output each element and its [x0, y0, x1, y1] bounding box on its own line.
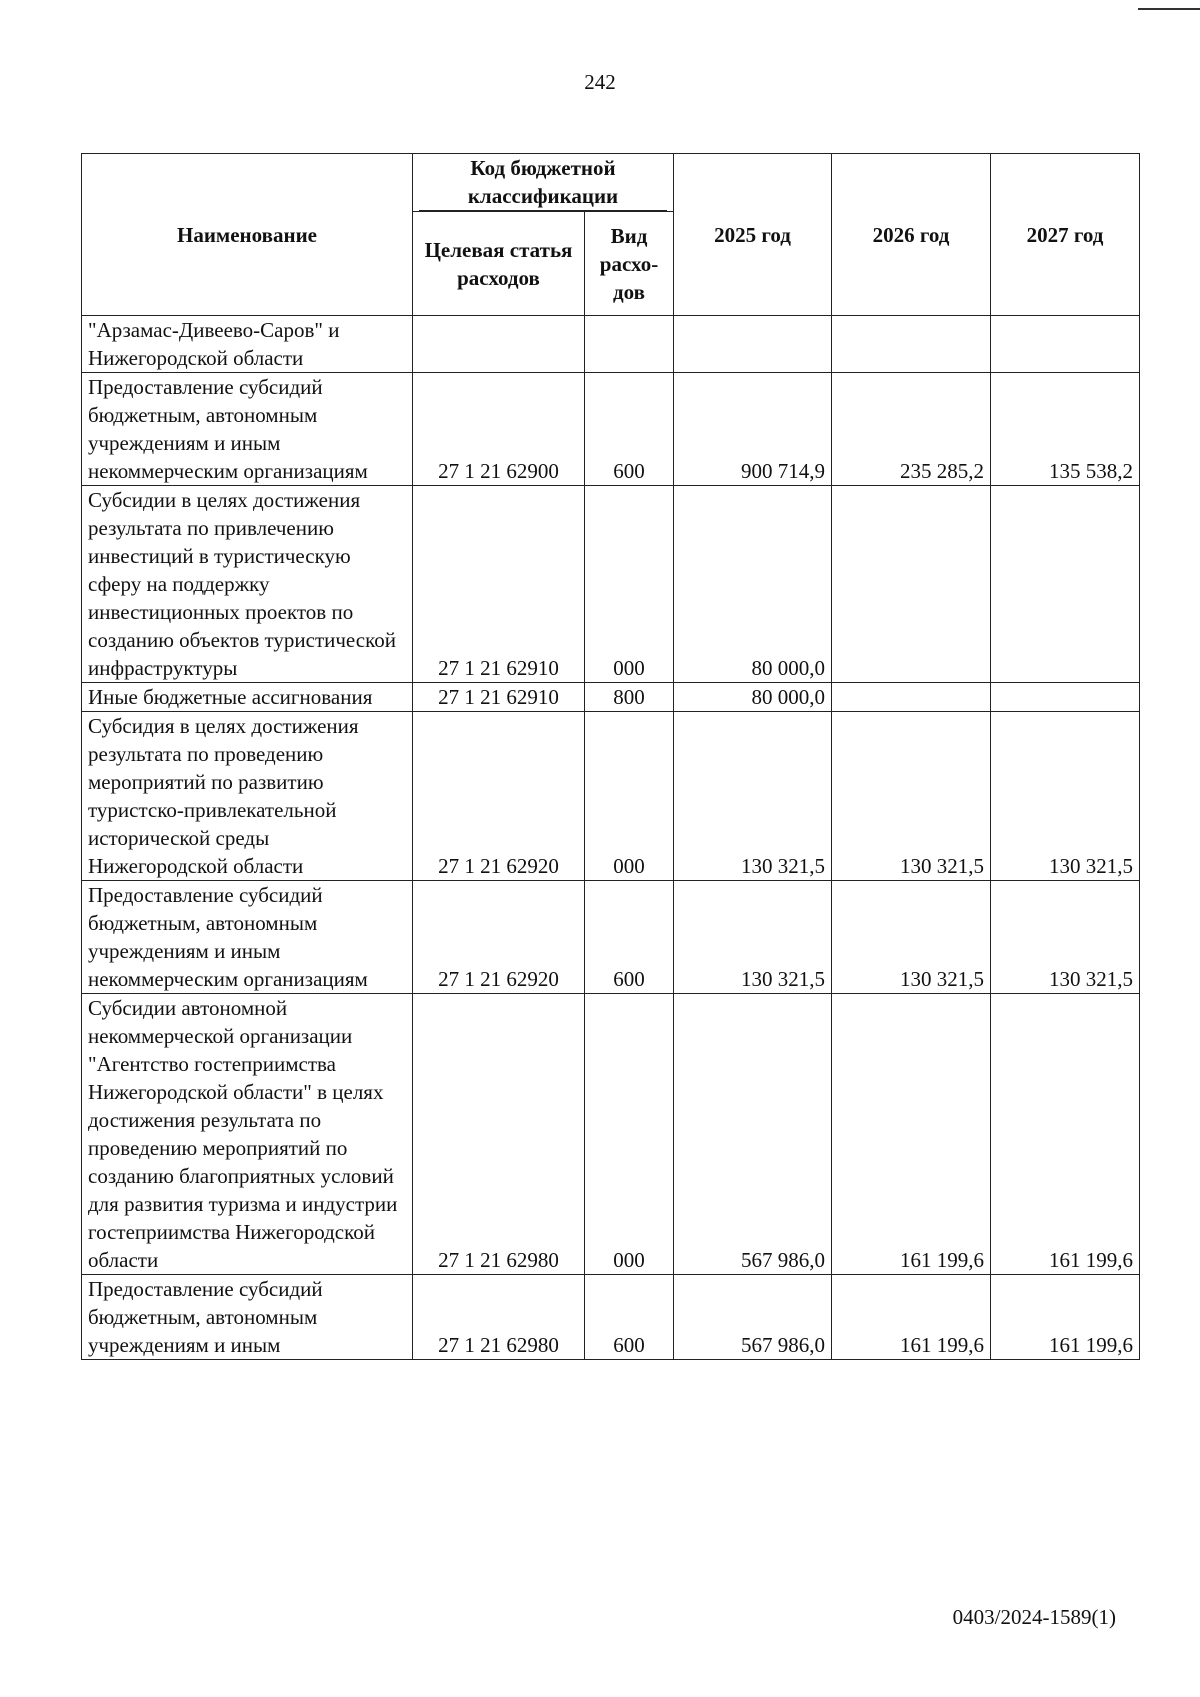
header-expense-type: Вид расхо-дов [585, 212, 674, 316]
row-2026: 161 199,6 [832, 1275, 991, 1360]
row-name: "Арзамас-Дивеево-Саров" и Нижегородской области [82, 316, 413, 373]
row-2026 [832, 486, 991, 683]
budget-table [81, 153, 1140, 1360]
row-2025: 80 000,0 [674, 683, 832, 712]
row-expense-type: 800 [585, 683, 674, 712]
row-2027 [991, 683, 1140, 712]
document-registration-code: 0403/2024-1589(1) [952, 1605, 1116, 1629]
header-2025: 2025 год [674, 154, 832, 316]
row-2026 [832, 316, 991, 373]
header-2027: 2027 год [991, 154, 1140, 316]
row-name: Субсидии автономной некоммерческой организации "Агентство гостеприимства Нижегородской области" в целях достижения результата по проведению мероприятий по созданию благоприятных условий для развития туризма и индустрии гостеприимства Нижегородской области [82, 994, 413, 1275]
row-target-code: 27 1 21 62910 [413, 683, 585, 712]
table-header [82, 154, 1140, 316]
row-target-code: 27 1 21 62920 [413, 881, 585, 994]
table-row [82, 994, 1140, 1275]
row-2025: 80 000,0 [674, 486, 832, 683]
row-name: Иные бюджетные ассигнования [82, 683, 413, 712]
row-2027 [991, 316, 1140, 373]
row-target-code: 27 1 21 62980 [413, 1275, 585, 1360]
row-expense-type: 000 [585, 486, 674, 683]
row-name: Субсидия в целях достижения результата по проведению мероприятий по развитию туристско-привлекательной исторической среды Нижегородской области [82, 712, 413, 881]
row-2025 [674, 316, 832, 373]
row-2027: 161 199,6 [991, 1275, 1140, 1360]
table-row [82, 683, 1140, 712]
header-target-article: Целевая статья расходов [413, 212, 585, 316]
row-2025: 130 321,5 [674, 881, 832, 994]
row-name: Предоставление субсидий бюджетным, автономным учреждениям и иным некоммерческим организациям [82, 373, 413, 486]
row-2026: 235 285,2 [832, 373, 991, 486]
row-target-code: 27 1 21 62980 [413, 994, 585, 1275]
row-2027: 135 538,2 [991, 373, 1140, 486]
page-number: 242 [584, 70, 616, 94]
row-2027: 130 321,5 [991, 712, 1140, 881]
row-2026: 130 321,5 [832, 712, 991, 881]
row-target-code: 27 1 21 62910 [413, 486, 585, 683]
row-2025: 900 714,9 [674, 373, 832, 486]
row-expense-type: 600 [585, 373, 674, 486]
table-row [82, 881, 1140, 994]
header-budget-code-group-label: Код бюджетной классификации [419, 154, 667, 211]
table-body [82, 316, 1140, 1360]
row-target-code [413, 316, 585, 373]
table-row [82, 712, 1140, 881]
header-2026: 2026 год [832, 154, 991, 316]
header-budget-code-group [413, 154, 674, 212]
row-expense-type: 600 [585, 1275, 674, 1360]
table-row [82, 316, 1140, 373]
header-name: Наименование [82, 154, 413, 316]
row-name: Предоставление субсидий бюджетным, автономным учреждениям и иным [82, 1275, 413, 1360]
row-expense-type [585, 316, 674, 373]
row-2026: 130 321,5 [832, 881, 991, 994]
scan-edge-mark [1138, 8, 1200, 10]
row-2025: 130 321,5 [674, 712, 832, 881]
row-2026 [832, 683, 991, 712]
row-name: Предоставление субсидий бюджетным, автономным учреждениям и иным некоммерческим организациям [82, 881, 413, 994]
row-2025: 567 986,0 [674, 994, 832, 1275]
row-expense-type: 600 [585, 881, 674, 994]
row-2026: 161 199,6 [832, 994, 991, 1275]
table-row [82, 1275, 1140, 1360]
row-2027: 161 199,6 [991, 994, 1140, 1275]
row-2027: 130 321,5 [991, 881, 1140, 994]
row-target-code: 27 1 21 62900 [413, 373, 585, 486]
row-2025: 567 986,0 [674, 1275, 832, 1360]
row-target-code: 27 1 21 62920 [413, 712, 585, 881]
table-row [82, 373, 1140, 486]
table-row [82, 486, 1140, 683]
row-name: Субсидии в целях достижения результата по привлечению инвестиций в туристическую сферу на поддержку инвестиционных проектов по созданию объектов туристической инфраструктуры [82, 486, 413, 683]
row-expense-type: 000 [585, 994, 674, 1275]
row-expense-type: 000 [585, 712, 674, 881]
row-2027 [991, 486, 1140, 683]
